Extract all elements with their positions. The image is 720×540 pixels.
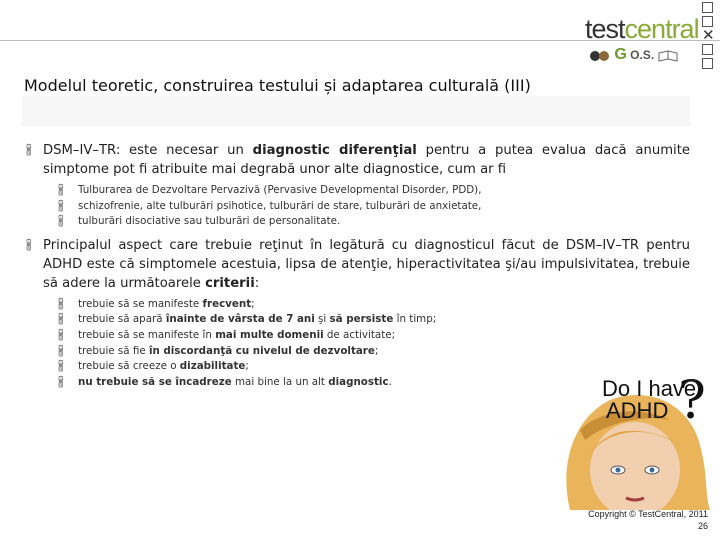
bullet-icon: 🖁 [58, 297, 64, 311]
sub-bullet-item [26, 183, 690, 199]
sub-bullet-item [26, 199, 690, 215]
emphasized-text: diagnostic diferenţial [252, 143, 417, 158]
text-run: trebuie să se manifeste [78, 297, 203, 310]
window-controls [702, 2, 716, 72]
bullet-icon: 🖁 [58, 344, 64, 358]
partner-logo-icon [589, 50, 611, 62]
bullet-icon: 🖁 [58, 375, 64, 389]
text-run: trebuie să apară [78, 313, 166, 326]
text-run: trebuie să creeze o [78, 360, 180, 373]
slide-content [26, 141, 690, 396]
emphasized-text: mai multe domenii [215, 328, 324, 341]
title-band [22, 96, 690, 126]
text-run: ; [245, 360, 249, 373]
bullet-icon: 🖁 [58, 199, 64, 213]
copyright-footer [588, 508, 708, 532]
logo-text-test: test [585, 14, 625, 44]
copyright-text: Copyright © TestCentral, 2011 [588, 509, 708, 519]
text-run: ; [374, 344, 379, 357]
bullet-icon: 🖁 [58, 360, 64, 374]
sub-bullet-item [26, 312, 690, 328]
woman-illustration-icon [540, 360, 716, 510]
text-run: trebuie să fie [78, 344, 149, 357]
emphasized-text: să persiste [329, 313, 394, 326]
text-run: ; [251, 297, 255, 310]
sub-bullet-item [26, 344, 690, 360]
text-run: DSM–IV–TR: este necesar un [43, 143, 253, 158]
emphasized-text: dizabilitate [179, 360, 246, 373]
text-run: tulburări disociative sau tulburări de personalitate. [78, 215, 341, 228]
book-icon [658, 50, 678, 62]
bullet-icon: 🖁 [58, 313, 64, 327]
sub-bullet-list [26, 183, 690, 230]
close-icon[interactable]: ✕ [702, 26, 715, 44]
emphasized-text: criterii [205, 275, 255, 291]
illustration-caption-line2: ADHD [606, 398, 669, 423]
bullet-icon: 🖁 [26, 144, 32, 157]
text-run: în timp; [393, 313, 437, 326]
text-run: Tulburarea de Dezvoltare Pervazivă (Pervasive Developmental Disorder, PDD), [78, 184, 482, 196]
logo-text-central: central [624, 14, 699, 44]
bullet-icon: 🖁 [58, 184, 64, 197]
bullet-icon: 🖁 [58, 215, 64, 229]
question-mark: ? [678, 371, 706, 431]
square-icon [702, 58, 713, 69]
emphasized-text: diagnostic [328, 375, 389, 388]
bullet-item [26, 141, 690, 179]
emphasized-text: înainte de vârsta de 7 ani [165, 313, 315, 326]
square-icon [702, 44, 713, 55]
sub-bullet-item [26, 297, 690, 313]
emphasized-text: nu trebuie să se încadreze [78, 375, 232, 388]
logo-partners: G O.S. [589, 46, 678, 64]
square-icon [702, 2, 713, 13]
sub-bullet-item [26, 214, 690, 230]
text-run: şi [314, 313, 330, 326]
testcentral-logo [585, 14, 697, 70]
text-run: de activitate; [323, 328, 396, 341]
text-run: . [388, 375, 392, 388]
text-run: Principalul aspect care trebuie reţinut în legătură cu diagnosticul făcut de DSM–IV–TR pentru ADHD este că simptomele acestuia, lipsa de atenţie, hiperactivitatea şi/au impulsivitatea, trebuie să adere la următoarele [43, 237, 690, 291]
logo-os-text: O.S. [630, 48, 655, 62]
text-run: : [254, 275, 260, 291]
text-run: mai bine la un alt [231, 375, 329, 388]
text-run: pentru a putea evalua dacă anumite simptome pot fi atribuite mai degrabă unor alte diagnostice, cum ar fi [43, 143, 690, 177]
bullet-icon: 🖁 [58, 328, 64, 342]
emphasized-text: frecvent [202, 297, 252, 310]
slide-title: Modelul teoretic, construirea testului și adaptarea culturală (III) [24, 76, 531, 95]
bullet-icon: 🖁 [26, 238, 32, 252]
bullet-item [26, 236, 690, 293]
text-run: schizofrenie, alte tulburări psihotice, tulburări de stare, tulburări de anxietate, [78, 199, 482, 212]
page-number: 26 [697, 521, 708, 531]
adhd-illustration [540, 360, 716, 510]
emphasized-text: în discordanţă cu nivelul de dezvoltare [148, 344, 375, 357]
sub-bullet-item [26, 328, 690, 344]
illustration-caption-line1: Do I have [602, 376, 697, 401]
text-run: trebuie să se manifeste în [78, 328, 216, 341]
